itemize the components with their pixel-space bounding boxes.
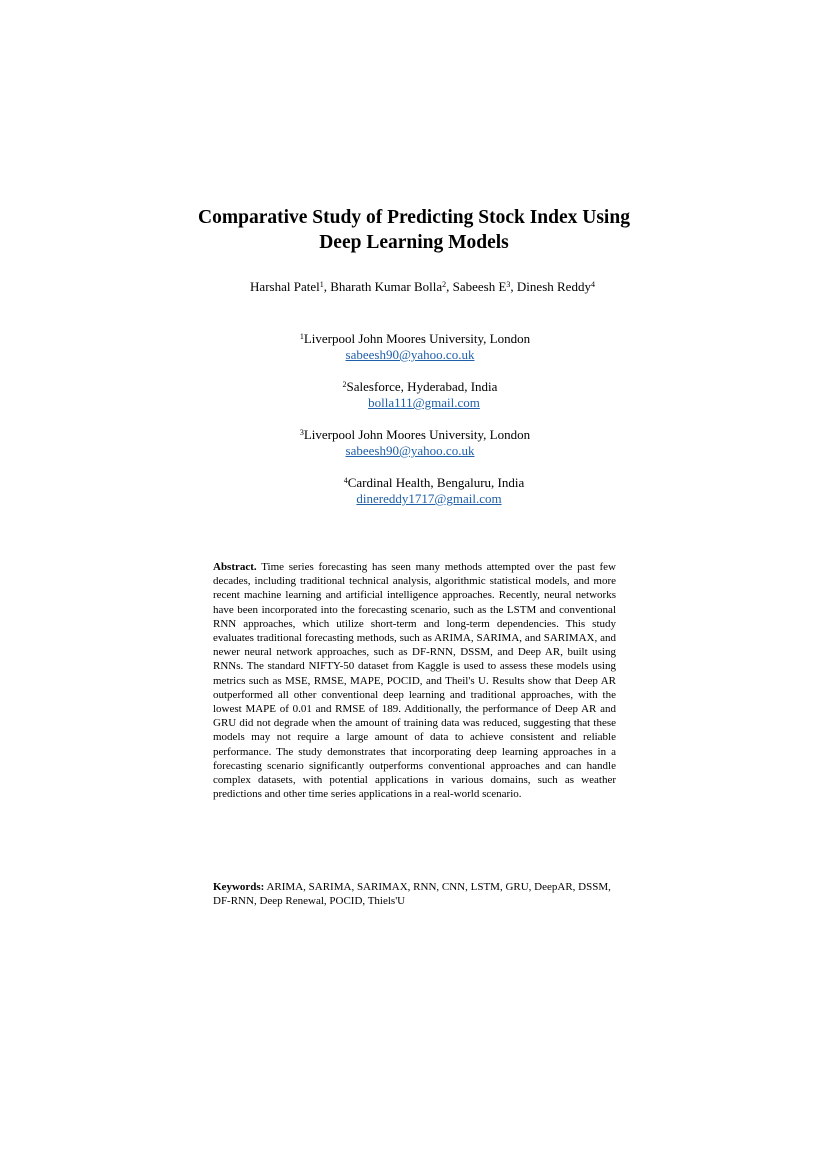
abstract-label: Abstract. bbox=[213, 561, 257, 573]
author-name: Bharath Kumar Bolla bbox=[330, 279, 443, 294]
author-mark: 3 bbox=[506, 280, 511, 289]
affiliation-org: Salesforce, Hyderabad, India bbox=[346, 379, 498, 394]
author-mark: 4 bbox=[590, 280, 595, 289]
author-name: Harshal Patel bbox=[250, 279, 320, 294]
paper-title bbox=[0, 205, 828, 255]
affiliation-4 bbox=[334, 475, 534, 507]
affiliation-3 bbox=[290, 427, 540, 459]
affiliation-email-link[interactable]: sabeesh90@yahoo.co.uk bbox=[345, 443, 475, 458]
keywords-label: Keywords: bbox=[213, 881, 265, 893]
affiliation-email-link[interactable]: sabeesh90@yahoo.co.uk bbox=[345, 347, 475, 362]
author-name: Sabeesh E bbox=[452, 279, 507, 294]
author-mark: 2 bbox=[442, 280, 447, 289]
affiliation-mark: 2 bbox=[342, 380, 347, 389]
abstract bbox=[213, 560, 616, 801]
affiliation-1 bbox=[290, 331, 540, 363]
affiliation-org: Cardinal Health, Bengaluru, India bbox=[347, 475, 525, 490]
author-list: Harshal Patel$^1$, Bharath Kumar Bolla$^2$, Sabeesh $E^3$, Dinesh Reddy$^4$ bbox=[250, 279, 595, 294]
affiliation-2 bbox=[330, 379, 510, 411]
keywords-text: ARIMA, SARIMA, SARIMAX, RNN, CNN, LSTM, GRU, DeepAR, DSSM, DF-RNN, Deep Renewal, POCID, Thiels'U bbox=[213, 881, 611, 908]
affiliation-org: Liverpool John Moores University, London bbox=[303, 331, 531, 346]
keywords bbox=[213, 880, 628, 908]
affiliation-org: Liverpool John Moores University, London bbox=[303, 427, 531, 442]
author-mark: 1 bbox=[319, 280, 324, 289]
affiliation-mark: 1 bbox=[299, 332, 304, 341]
affiliation-mark: 3 bbox=[299, 428, 304, 437]
title-line-1: Comparative Study of Predicting Stock Index Using bbox=[198, 207, 630, 228]
affiliation-email-link[interactable]: bolla111@gmail.com bbox=[368, 395, 480, 410]
abstract-text: Time series forecasting has seen many methods attempted over the past few decades, including traditional technical analysis, algorithmic statistical models, and more recent machine learning and artificial intelligence approaches. Recently, neural networks have been incorporated into the forecasting scenario, such as the LSTM and conventional RNN approaches, which utilize short-term and long-term dependencies. This study evaluates traditional forecasting methods, such as ARIMA, SARIMA, and SARIMAX, and newer neural network approaches, such as DF-RNN, DSSM, and Deep AR, built using RNNs. The standard NIFTY-50 dataset from Kaggle is used to assess these models using metrics such as MSE, RMSE, MAPE, POCID, and Theil's U. Results show that Deep AR outperformed all other conventional deep learning and traditional approaches, with the lowest MAPE of 0.01 and RMSE of 189. Additionally, the performance of Deep AR and GRU did not degrade when the amount of training data was reduced, suggesting that these models may not require a large amount of data to achieve consistent and reliable performance. The study demonstrates that incorporating deep learning approaches in a forecasting scenario significantly outperforms conventional approaches and can handle complex datasets, with potential applications in various domains, such as weather predictions and other time series applications in a real-world scenario. bbox=[213, 561, 616, 801]
affiliation-mark: 4 bbox=[343, 476, 348, 485]
author-name: Dinesh Reddy bbox=[516, 279, 591, 294]
title-line-2: Deep Learning Models bbox=[319, 232, 509, 253]
affiliation-email-link[interactable]: dinereddy1717@gmail.com bbox=[356, 491, 502, 506]
